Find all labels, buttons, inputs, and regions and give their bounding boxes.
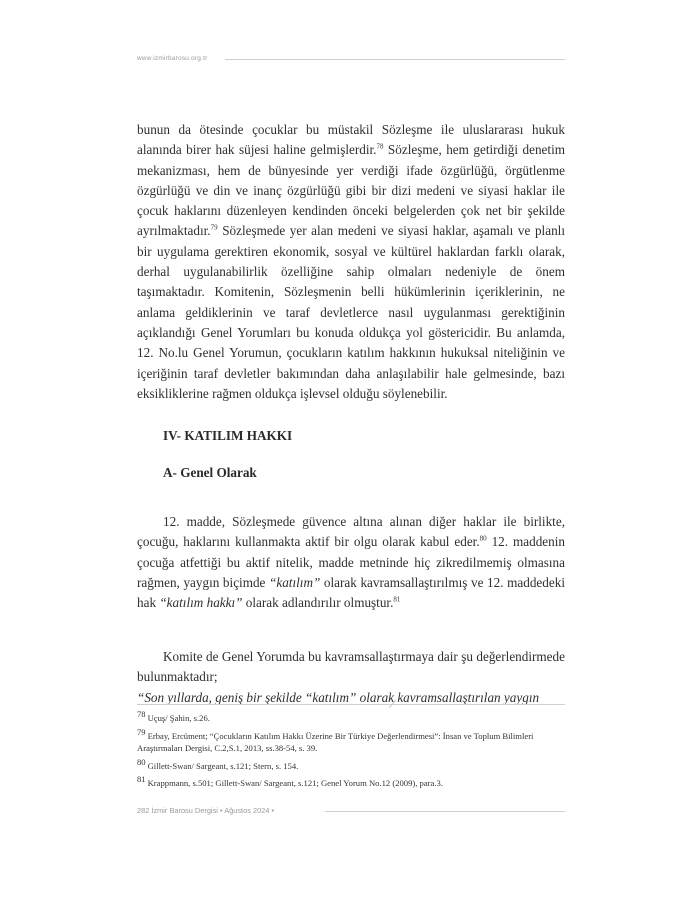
footnote-79 bbox=[137, 726, 565, 755]
footnote-text: Krappmann, s.501; Gillett-Swan/ Sargeant, s.121; Genel Yorum No.12 (2009), para.3. bbox=[147, 778, 443, 788]
intro-text-3: Sözleşmede yer alan medeni ve siyasi haklar, aşamalı ve planlı bir uygulama gerektiren ekonomik, sosyal ve kültürel haklardan farklı olarak, derhal uygulanabilirlik özelliğine sahip olmaları nedeniyle de önem taşımaktadır. Komitenin, Sözleşmenin belli hükümlerinin içeriklerinin, ne anlama geldiklerinin ve taraf devletlerce nasıl uygulanması gerektiğinin açıklandığı Genel Yorumları bu konuda oldukça yol göstericidir. Bu anlamda, 12. No.lu Genel Yorumun, çocukların katılım hakkının hukuksal niteliğinin ve içeriğinin taraf devletler bakımından daha anlaşılabilir hale gelmesinde, bazı eksikliklerine rağmen oldukça işlevsel olduğu söylenebilir. bbox=[137, 223, 565, 401]
footnote-ref-79[interactable]: 79 bbox=[210, 224, 218, 233]
footnotes bbox=[137, 709, 565, 795]
p3-quote: “Son yıllarda, geniş bir şekilde “katılım” olarak kavramsallaştırılan yaygın bbox=[137, 689, 540, 705]
footnote-number: 81 bbox=[137, 774, 146, 785]
footnote-ref-80[interactable]: 80 bbox=[479, 535, 487, 544]
footnote-separator bbox=[137, 700, 565, 708]
footer-rule bbox=[325, 811, 565, 812]
page-footer bbox=[137, 806, 565, 818]
header-url: www.izmirbarosu.org.tr bbox=[137, 55, 208, 62]
page-header bbox=[137, 54, 565, 68]
intro-text-1: bunun da ötesinde çocuklar bu müstakil Sözleşme ile uluslararası hukuk alanında birer hak süjesi haline gelmişlerdir. bbox=[137, 122, 565, 158]
subsection-heading: A- Genel Olarak bbox=[163, 465, 257, 480]
paragraph-3 bbox=[137, 634, 565, 721]
footnote-text: Uçuş/ Şahin, s.26. bbox=[147, 713, 210, 723]
intro-text-2: Sözleşme, hem getirdiği denetim mekanizması, hem de bünyesinde yer verdiği ifade özgürlüğü, örgütlenme özgürlüğü ve din ve inanç özgürlüğü gibi bir dizi medeni ve siyasi haklar ile çocuk haklarını düzenleyen kendinden önceki belgelerden çok net bir şekilde ayrılmaktadır. bbox=[137, 142, 565, 239]
p3-text: Komite de Genel Yorumda bu kavramsallaştırmaya dair şu değerlendirmede bulunmaktadır; bbox=[137, 649, 565, 685]
p2-italic-katilim: “katılım” bbox=[269, 575, 321, 591]
footnote-number: 78 bbox=[137, 709, 146, 720]
footnote-81 bbox=[137, 774, 565, 790]
paragraph-2 bbox=[137, 499, 565, 627]
p2-italic-katilim-hakki: “katılım hakkı” bbox=[159, 595, 243, 611]
header-rule bbox=[225, 59, 565, 60]
footer-text: 282 İzmir Barosu Dergisi • Ağustos 2024 • bbox=[137, 806, 275, 815]
footnote-text: Gillett-Swan/ Sargeant, s.121; Stern, s. 154. bbox=[147, 760, 299, 771]
footnote-text: Erbay, Ercüment; “Çocukların Katılım Hakkı Üzerine Bir Türkiye Değerlendirmesi”: İnsan ve Toplum Bilimleri Araştırmaları Dergisi, C.2,S.1, 2013, ss.38-54, s. 39. bbox=[137, 730, 534, 753]
footnote-ref-78[interactable]: 78 bbox=[376, 142, 384, 151]
p2-text-3: olarak kavramsallaştırılmış ve 12. maddedeki hak bbox=[137, 575, 565, 611]
p2-text-1: 12. madde, Sözleşmede güvence altına alınan diğer haklar ile birlikte, çocuğu, haklarını kullanmakta aktif bir olgu olarak kabul eder. bbox=[137, 514, 565, 550]
footnote-78 bbox=[137, 709, 565, 725]
footnote-number: 80 bbox=[137, 756, 146, 767]
footnote-ref-81[interactable]: 81 bbox=[393, 595, 401, 604]
section-heading: IV- KATILIM HAKKI bbox=[163, 428, 293, 443]
intro-paragraph bbox=[137, 120, 565, 404]
p2-text-4: olarak adlandırılır olmuştur. bbox=[242, 595, 394, 611]
footnote-80 bbox=[137, 756, 565, 773]
footnote-number: 79 bbox=[137, 726, 146, 737]
p2-text-2: 12. maddenin çocuğa atfettiği bu aktif nitelik, madde metninde hiç zikredilmemiş olmasına rağmen, yaygın biçimde bbox=[137, 534, 565, 591]
